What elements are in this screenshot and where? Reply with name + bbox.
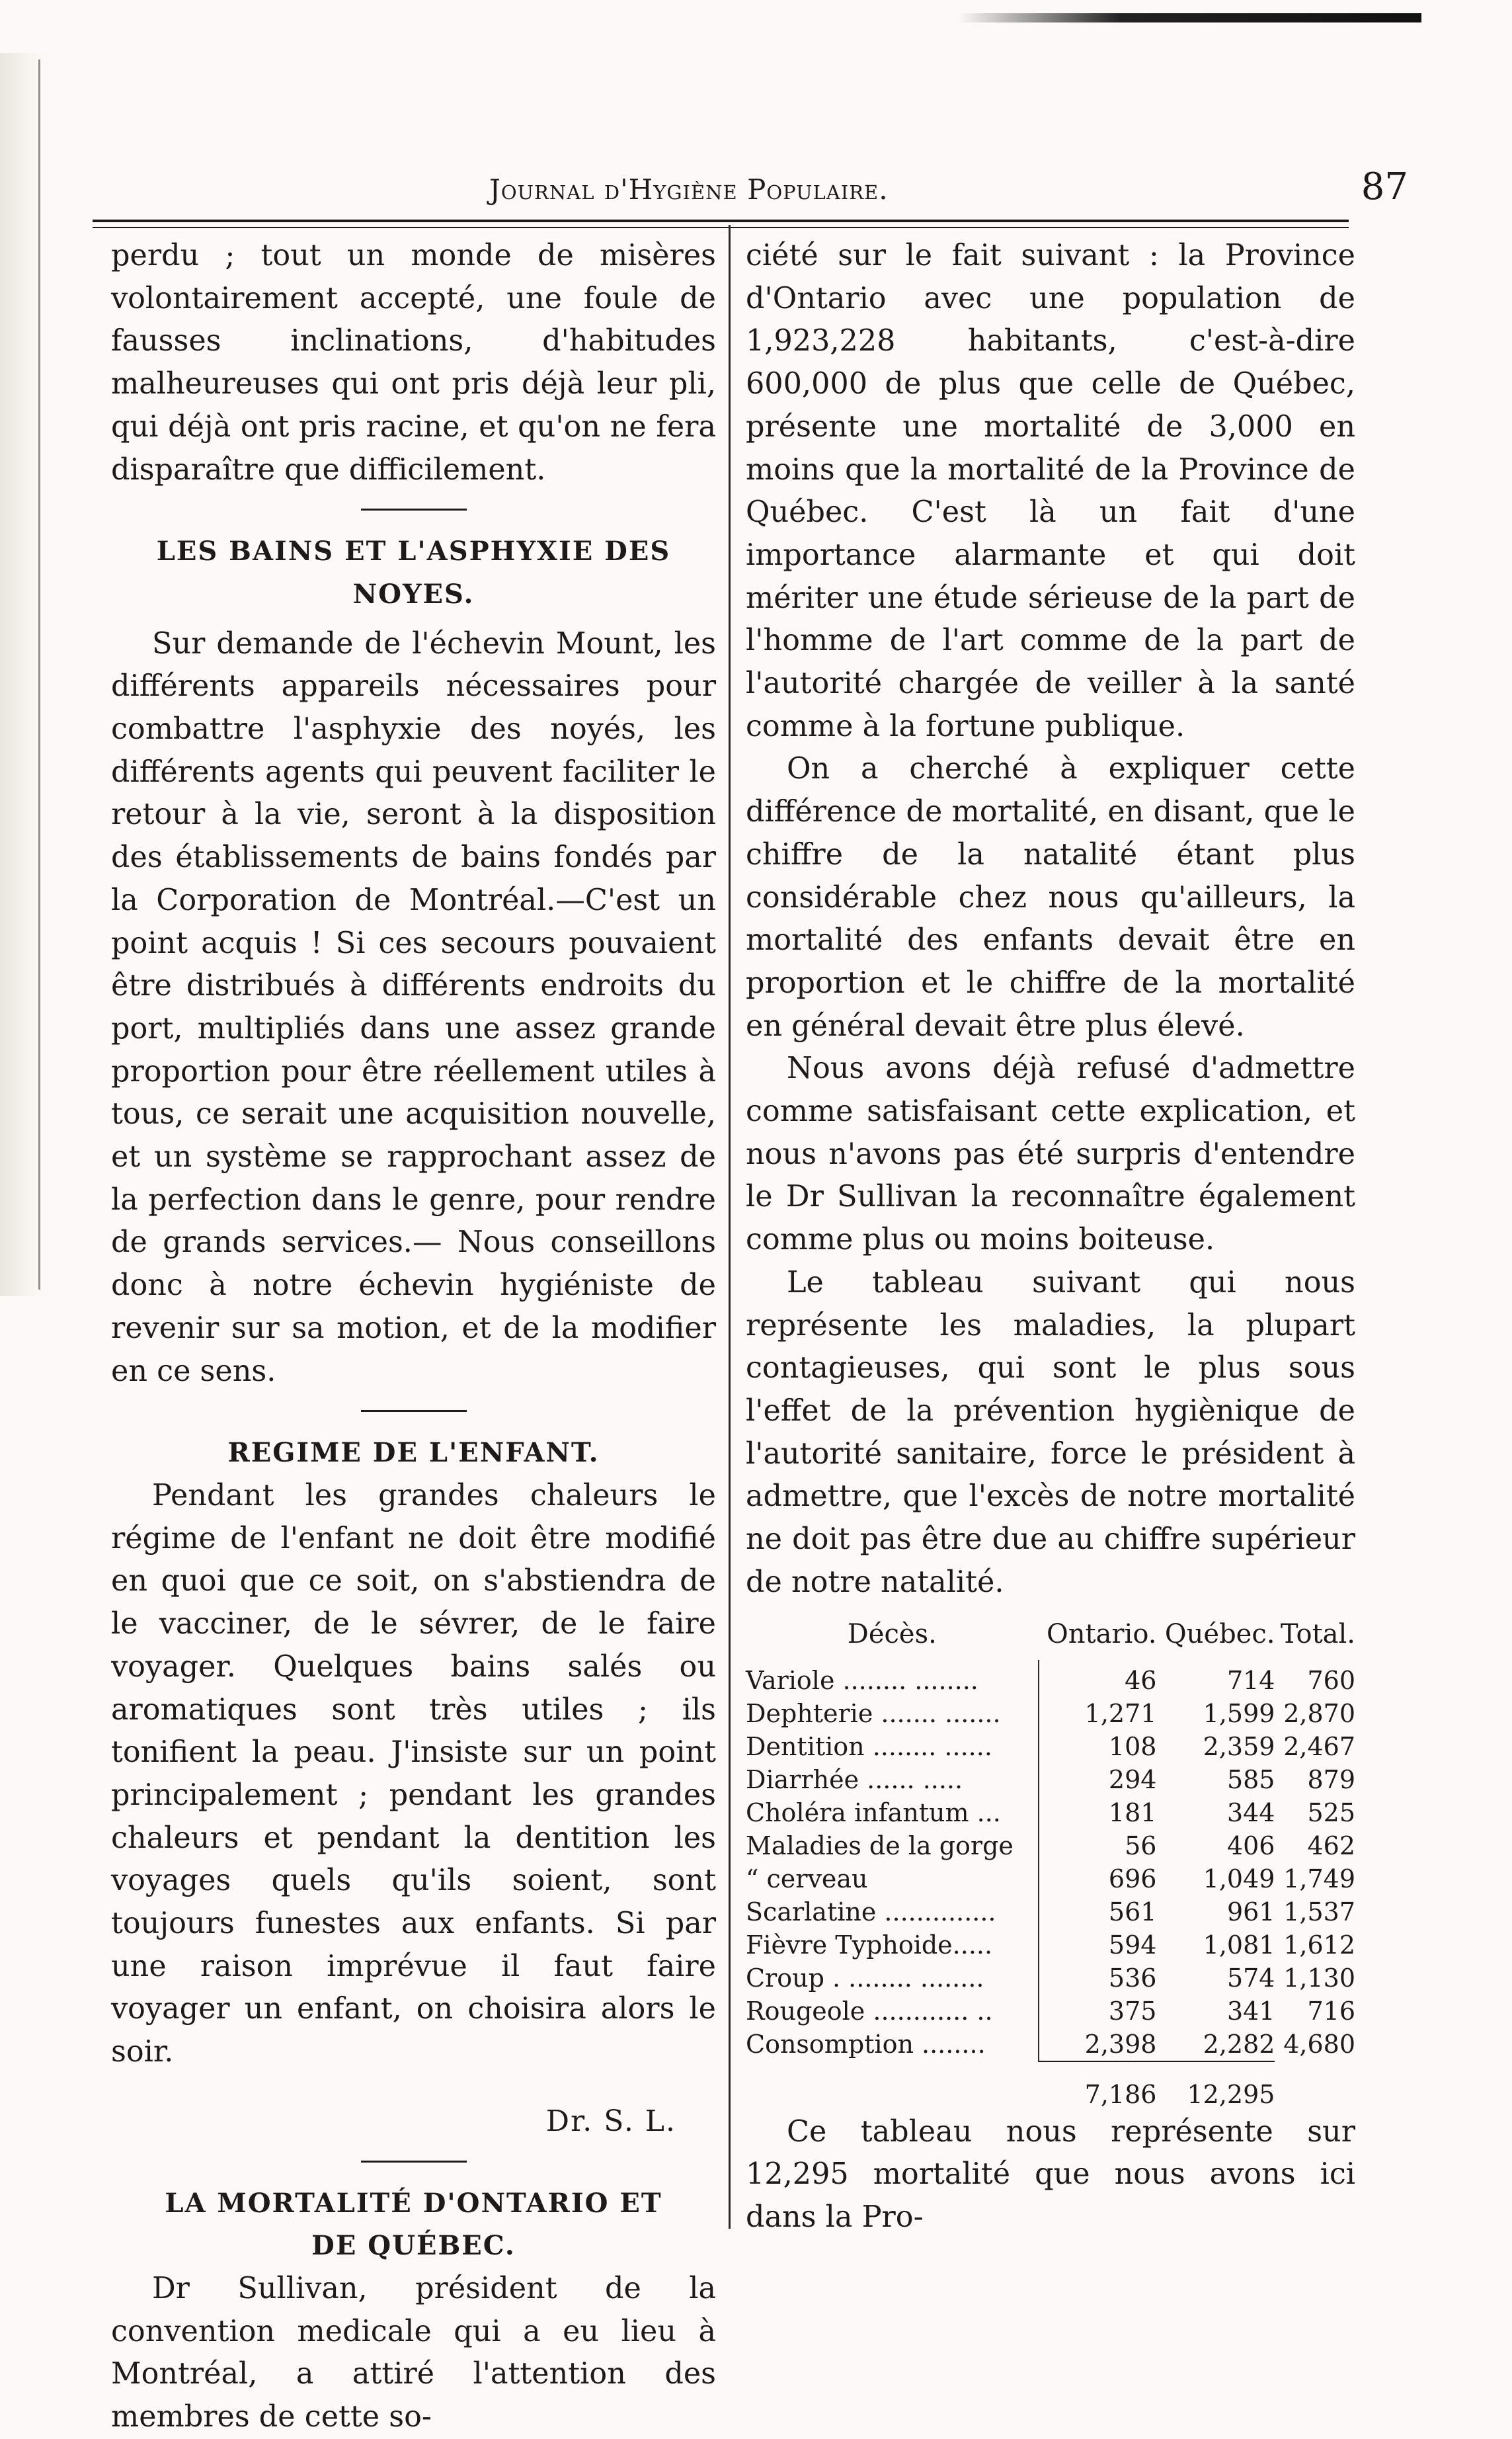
disease-cell: Scarlatine ..............: [746, 1895, 1039, 1928]
table-row: [746, 1928, 1355, 1962]
mortality-table: [746, 1618, 1355, 2111]
ontario-cell: 181: [1108, 1798, 1157, 1827]
total-cell: 462: [1307, 1831, 1355, 1860]
scan-margin-rule: [38, 60, 40, 1290]
disease-cell: Rougeole ............ ..: [746, 1995, 1039, 2028]
ontario-cell: 294: [1108, 1764, 1157, 1794]
ontario-cell: 536: [1108, 1963, 1157, 1993]
paragraph-regime: Pendant les grandes chaleurs le régime de l'enfant ne doit être modifié en quoi que ce soit, on s'abstiendra de le vacciner, de le sévrer, de le faire voyager. Quelques bains salés ou aromatiques sont très utiles ; ils tonifient la peau. J'insiste sur un point principalement ; pendant les grandes chaleurs et pendant la dentition les voyages quels qu'ils soient, sont toujours funestes aux enfants. Si par une raison imprévue il faut faire voyager un enfant, on choisira alors le soir.: [111, 1478, 716, 2069]
ontario-cell: 696: [1108, 1864, 1157, 1893]
disease-cell: Choléra infantum ...: [746, 1796, 1039, 1829]
ontario-cell: 56: [1125, 1831, 1157, 1860]
paragraph-tableau-intro: Le tableau suivant qui nous représente les maladies, la plupart contagieuses, qui sont le plus sous l'effet de la prévention hygiènique de l'autorité sanitaire, force le président à admettre, que l'excès de notre mortalité ne doit pas être due au chiffre supérieur de notre natalité.: [746, 1265, 1355, 1599]
quebec-cell: 341: [1226, 1996, 1275, 2026]
quebec-cell: 2,359: [1203, 1731, 1275, 1761]
table-totals-row: [746, 2061, 1355, 2111]
section-heading-regime: REGIME DE L'ENFANT.: [227, 1437, 600, 1469]
signature: Dr. S. L.: [545, 2104, 676, 2138]
paragraph-mortalite: Dr Sullivan, président de la convention medicale qui a eu lieu à Montréal, a attiré l'attention des membres de cette so-: [111, 2271, 716, 2434]
total-cell: 1,612: [1283, 1930, 1355, 1960]
ontario-cell: 2,398: [1084, 2029, 1157, 2059]
intro-paragraph: perdu ; tout un monde de misères volontairement accepté, une foule de fausses inclinations, d'habitudes malheureuses qui ont pris déjà leur pli, qui déjà ont pris racine, et qu'on ne fera disparaître que difficilement.: [111, 239, 716, 487]
paragraph-explication: On a cherché à expliquer cette différence de mortalité, en disant, que le chiffre de la natalité étant plus considérable chez nous qu'ailleurs, la mortalité des enfants devait être en proportion et le chiffre de la mortalité en général devait être plus élevé.: [746, 752, 1355, 1043]
table-row: [746, 1660, 1355, 1697]
table-row: [746, 1829, 1355, 1862]
disease-cell: Diarrhée ...... .....: [746, 1763, 1039, 1796]
running-head: [93, 165, 1408, 220]
col-header-total: Total.: [1280, 1618, 1355, 1649]
quebec-cell: 585: [1226, 1764, 1275, 1794]
table-row: [746, 1895, 1355, 1928]
section-heading-bains: LES BAINS ET L'ASPHYXIE DES NOYES.: [156, 536, 671, 610]
table-header-row: [746, 1618, 1355, 1660]
table-row: [746, 1962, 1355, 1995]
total-cell: 1,537: [1283, 1897, 1355, 1926]
column-separator: [729, 225, 731, 2229]
total-cell: 1,749: [1283, 1864, 1355, 1893]
total-ontario: 7,186: [1039, 2061, 1157, 2111]
total-cell: 2,870: [1283, 1698, 1355, 1728]
total-cell: 760: [1307, 1665, 1355, 1695]
section-separator: [361, 2161, 467, 2163]
disease-cell: Maladies de la gorge: [746, 1829, 1039, 1862]
header-rule-thin: [93, 227, 1349, 228]
scan-top-bar: [959, 13, 1421, 22]
quebec-cell: 2,282: [1203, 2029, 1275, 2059]
section-separator: [361, 509, 467, 511]
ontario-cell: 375: [1108, 1996, 1157, 2026]
section-separator: [361, 1410, 467, 1412]
ontario-cell: 561: [1108, 1897, 1157, 1926]
disease-cell: Dephterie ....... .......: [746, 1697, 1039, 1730]
section-heading-mortalite: LA MORTALITÉ D'ONTARIO ET DE QUÉBEC.: [165, 2187, 662, 2262]
total-cell: 879: [1307, 1764, 1355, 1794]
table-row: [746, 1796, 1355, 1829]
total-quebec: 12,295: [1156, 2061, 1275, 2111]
disease-cell: Dentition ........ ......: [746, 1730, 1039, 1763]
table-row: [746, 1730, 1355, 1763]
totals-spacer: [746, 2061, 1039, 2111]
disease-cell: Croup . ........ ........: [746, 1962, 1039, 1995]
table-row: [746, 2028, 1355, 2061]
total-cell: 1,130: [1283, 1963, 1355, 1993]
left-column: [111, 235, 716, 2439]
quebec-cell: 406: [1226, 1831, 1275, 1860]
total-cell: 2,467: [1283, 1731, 1355, 1761]
paragraph-bains: Sur demande de l'échevin Mount, les différents appareils nécessaires pour combattre l'asphyxie des noyés, les différents agents qui peuvent faciliter le retour à la vie, seront à la disposition des établissements de bains fondés par la Corporation de Montréal.—C'est un point acquis ! Si ces secours pouvaient être distribués à différents endroits du port, multipliés dans une assez grande proportion pour être réellement utiles à tous, ce serait une acquisition nouvelle, et un système se rapprochant assez de la perfection dans le genre, pour rendre de grands services.— Nous conseillons donc à notre échevin hygiéniste de revenir sur sa motion, et de la modifier en ce sens.: [111, 626, 716, 1388]
quebec-cell: 961: [1226, 1897, 1275, 1926]
paragraph-conclusion: Ce tableau nous représente sur 12,295 mortalité que nous avons ici dans la Pro-: [746, 2114, 1355, 2234]
quebec-cell: 344: [1226, 1798, 1275, 1827]
ontario-cell: 594: [1108, 1930, 1157, 1960]
disease-cell: “ cerveau: [746, 1862, 1039, 1895]
page-number: 87: [1361, 165, 1408, 208]
quebec-cell: 1,049: [1203, 1864, 1275, 1893]
col-header-deces: Décès.: [847, 1618, 937, 1649]
table-row: [746, 1697, 1355, 1730]
total-cell: 525: [1307, 1798, 1355, 1827]
table-body: [746, 1660, 1355, 2061]
ontario-cell: 108: [1108, 1731, 1157, 1761]
quebec-cell: 1,599: [1203, 1698, 1275, 1728]
disease-cell: Fièvre Typhoide.....: [746, 1928, 1039, 1962]
quebec-cell: 714: [1226, 1665, 1275, 1695]
total-cell: 716: [1307, 1996, 1355, 2026]
journal-title: Journal d'Hygiène Populaire.: [489, 173, 889, 206]
col-header-ontario: Ontario.: [1046, 1618, 1157, 1649]
paragraph-refus: Nous avons déjà refusé d'admettre comme satisfaisant cette explication, et nous n'avons pas été surpris d'entendre le Dr Sullivan la reconnaître également comme plus ou moins boiteuse.: [746, 1052, 1355, 1257]
scan-edge: [0, 53, 46, 1296]
disease-cell: Consomption ........: [746, 2028, 1039, 2061]
total-cell: 4,680: [1283, 2030, 1355, 2059]
paragraph-province: ciété sur le fait suivant : la Province d'Ontario avec une population de 1,923,228 habitants, c'est-à-dire 600,000 de plus que celle de Québec, présente une mortalité de 3,000 en moins que la mortalité de la Province de Québec. C'est là un fait d'une importance alarmante et qui doit mériter une étude sérieuse de la part de l'homme de l'art comme de la part de l'autorité chargée de veiller à la santé comme à la fortune publique.: [746, 239, 1355, 743]
ontario-cell: 46: [1125, 1665, 1157, 1695]
ontario-cell: 1,271: [1084, 1698, 1157, 1728]
disease-cell: Variole ........ ........: [746, 1660, 1039, 1697]
quebec-cell: 574: [1226, 1963, 1275, 1993]
table-row: [746, 1862, 1355, 1895]
right-column: [746, 235, 1355, 2239]
table-row: [746, 1995, 1355, 2028]
table-row: [746, 1763, 1355, 1796]
quebec-cell: 1,081: [1203, 1930, 1275, 1960]
col-header-quebec: Québec.: [1164, 1618, 1275, 1649]
header-rule-thick: [93, 220, 1349, 222]
totals-empty: [1275, 2061, 1355, 2111]
